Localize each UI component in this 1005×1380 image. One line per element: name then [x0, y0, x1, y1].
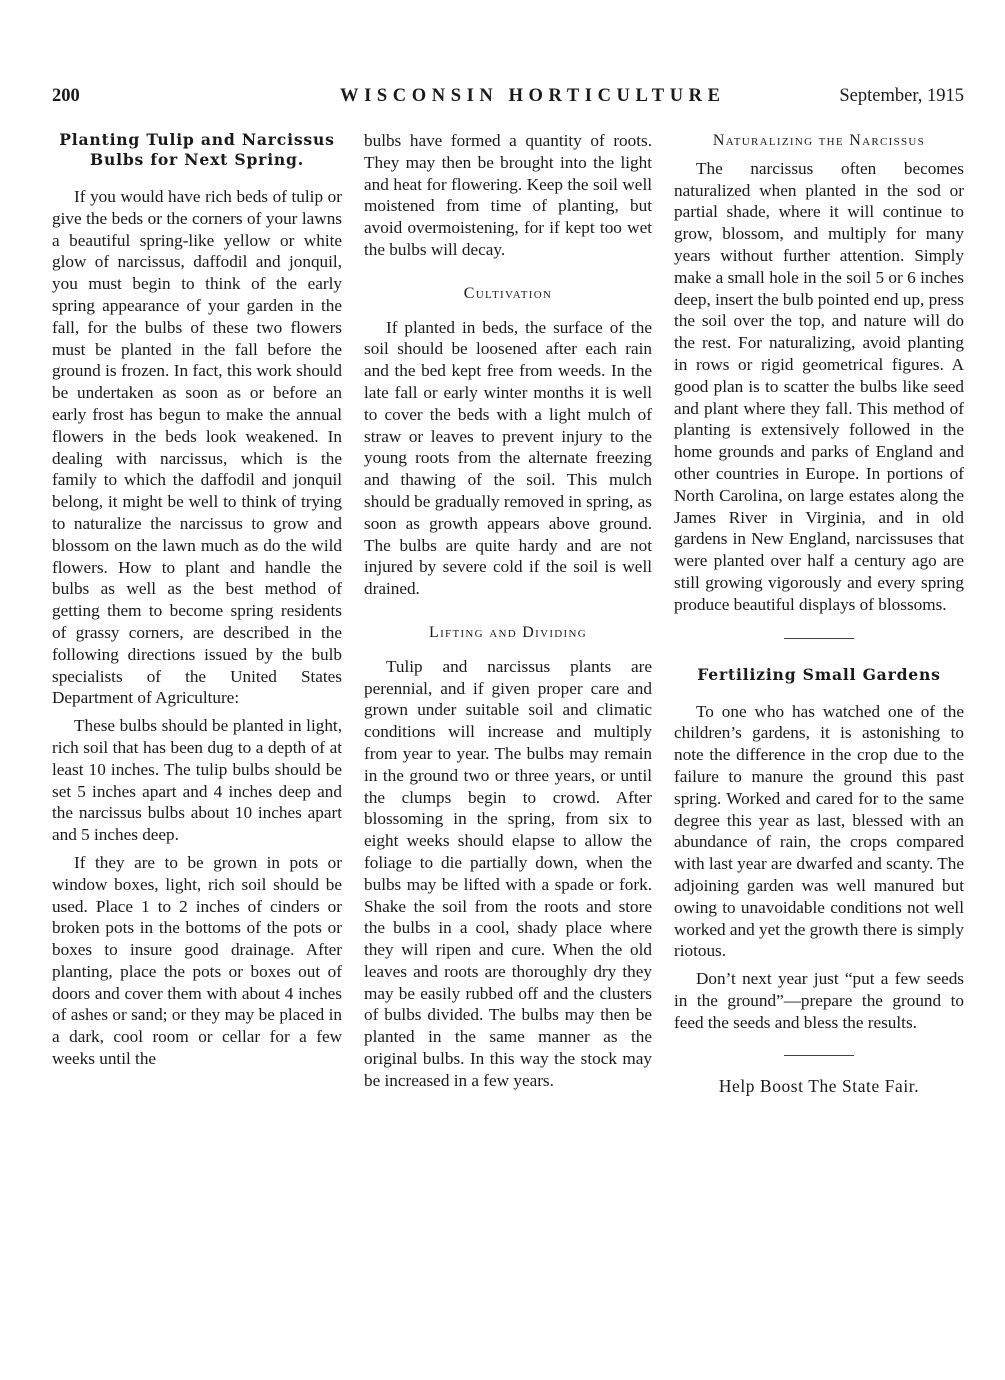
section-heading-naturalizing: Naturalizing the Narcissus [712, 132, 926, 149]
column-2 [364, 130, 652, 1092]
journal-title: WISCONSIN HORTICULTURE [340, 86, 726, 106]
footer-slogan: Help Boost The State Fair. [718, 1076, 920, 1097]
article-title-line-1: Planting Tulip and Narcissus [59, 130, 335, 149]
issue-date: September, 1915 [839, 86, 964, 106]
paragraph-naturalizing: The narcissus often becomes naturalized when planted in the sod or partial shade, where it will continue to grow, blossom, and multiply for many years without further attention. Simply make a small hole in the soil 5 or 6 inches deep, insert the bulb pointed end up, press the soil over the top, and nature will do the rest. For naturalizing, avoid planting in rows or rigid geometrical figures. A good plan is to scatter the bulbs like seed and plant where they fall. This method of planting is extensively followed in the home grounds and parks of England and other countries in Europe. In portions of North Carolina, on large estates along the James River in Virginia, and in old gardens in New England, narcissuses that were planted over half a century ago are still growing vigorously and every spring produce beautiful displays of blossoms. [674, 158, 964, 614]
article-title-tulip [52, 130, 342, 170]
section-heading-cultivation: Cultivation [463, 284, 553, 302]
paragraph-pots-continued: bulbs have formed a quantity of roots. They may then be brought into the light and heat for flowering. Keep the soil well moistened from time of planting, but avoid overmoistening, for if kept too wet the bulbs will decay. [364, 131, 652, 259]
page-number: 200 [52, 86, 80, 106]
paragraph-cultivation: If planted in beds, the surface of the soil should be loosened after each rain and the bed kept free from weeds. In the late fall or early winter months it is well to cover the beds with a light mulch of straw or leaves to prevent injury to the young roots from the alternate freezing and thawing of the soil. This mulch should be gradually removed in spring, as soon as growth appears above ground. The bulbs are quite hardy and are not injured by severe cold if the soil is well drained. [364, 317, 652, 599]
section-heading-lifting: Lifting and Dividing [429, 623, 587, 641]
article-title-line-2: Bulbs for Next Spring. [90, 150, 304, 169]
paragraph-next-year: Don’t next year just “put a few seeds in the ground”—prepare the ground to feed the seeds and bless the results. [674, 969, 964, 1032]
paragraph-lifting: Tulip and narcissus plants are perennial, and if given proper care and grown under suitable soil and climatic conditions will increase and multiply from year to year. The bulbs may remain in the ground two or three years, or until the clumps begin to crowd. After blossoming in the spring, from six to eight weeks should elapse to allow the foliage to die partially down, when the bulbs may be lifted with a spade or fork. Shake the soil from the roots and store the bulbs in a cool, shady place where they will ripen and cure. When the old leaves and roots are thoroughly dry they may be easily rubbed off and the clusters of bulbs divided. The bulbs may then be planted in the same manner as the original bulbs. In this way the stock may be increased in a few years. [364, 656, 652, 1090]
divider-rule [784, 638, 854, 639]
divider-rule [784, 1055, 854, 1056]
paragraph-pots: If they are to be grown in pots or window boxes, light, rich soil should be used. Place 1 to 2 inches of cinders or broken pots in the bottoms of the pots or boxes to insure good drainage. After planting, place the pots or boxes out of doors and cover them with about 4 inches of ashes or sand; or they may be placed in a dark, cool room or cellar for a few weeks until the [52, 852, 342, 1069]
column-1 [52, 130, 342, 1070]
article-title-fertilizing: Fertilizing Small Gardens [697, 664, 941, 684]
column-3 [674, 130, 964, 1098]
running-header [52, 86, 964, 114]
paragraph-planting-depth: These bulbs should be planted in light, rich soil that has been dug to a depth of at least 10 inches. The tulip bulbs should be set 5 inches apart and 4 inches deep and the narcissus bulbs about 10 inches apart and 5 inches deep. [52, 716, 342, 845]
paragraph-fertilizing: To one who has watched one of the children’s gardens, it is astonishing to note the difference in the crop due to the failure to manure the ground this past spring. Worked and cared for to the same degree this year as last, blessed with an abundance of rain, the crops compared with last year are dwarfed and scanty. The adjoining garden was well manured but owing to unavoidable conditions not well worked and yet the growth there is simply riotous. [674, 701, 964, 961]
paragraph-intro: If you would have rich beds of tulip or give the beds or the corners of your lawns a beautiful spring-like yellow or white glow of narcissus, daffodil and jonquil, you must begin to think of the early spring appearance of your garden in the fall, for the bulbs of these two flowers must be planted in the fall before the ground is frozen. In fact, this work should be undertaken as soon as or before an early frost has begun to make the annual flowers in the beds look weakened. In dealing with narcissus, which is the family to which the daffodil and jonquil belong, it might be well to think of trying to naturalize the narcissus to grow and blossom on the lawn much as do the wild flowers. How to plant and handle the bulbs as well as the best method of getting them to become spring residents of grassy corners, are described in the following directions issued by the bulb specialists of the United States Department of Agriculture: [52, 187, 342, 708]
